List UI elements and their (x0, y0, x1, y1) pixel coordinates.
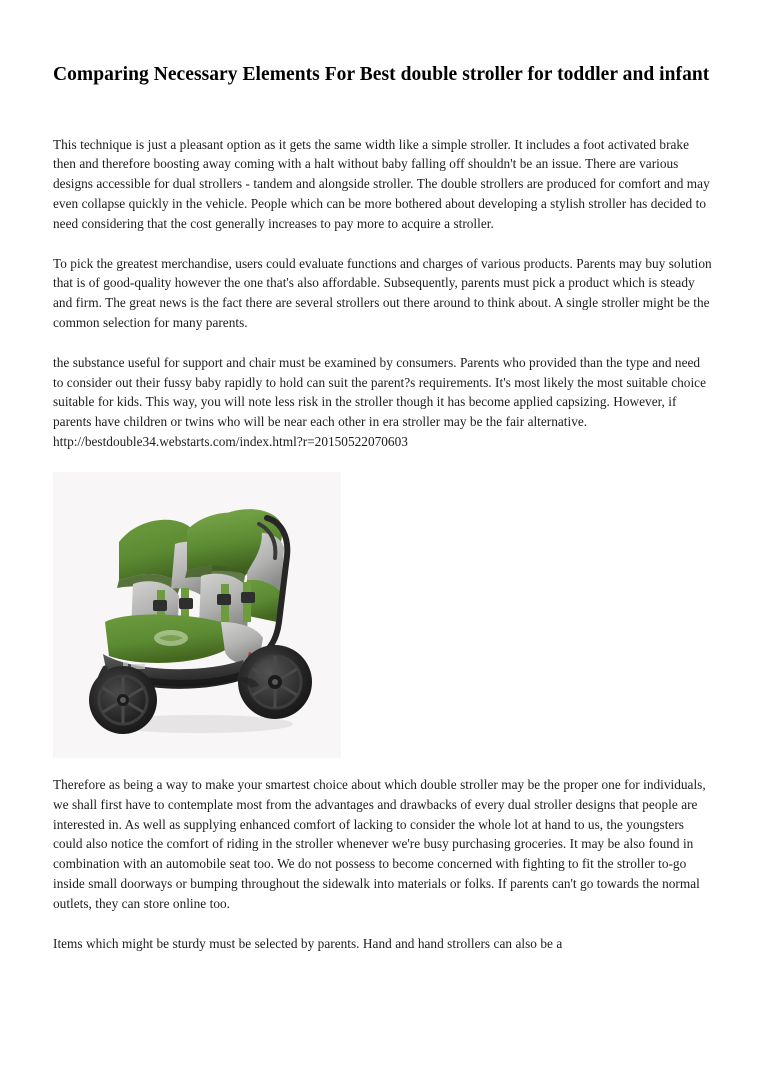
paragraph-5: Items which might be sturdy must be selected by parents. Hand and hand strollers can also be a (53, 935, 563, 951)
stroller-image (53, 472, 341, 758)
front-wheel-icon (89, 666, 157, 734)
paragraph-3: the substance useful for support and chair must be examined by consumers. Parents who provided than the type and need to consider out their fussy baby rapidly to hold can suit the parent?s requirements. It's most likely the most suitable choice suitable for kids. This way, you will note less risk in the stroller though it has become applied capsizing. However, if parents have children or twins who will be near each other in era stroller may be the fair alternative. http://bestdouble34.webstarts.com/index.html?r=20150522070603 (53, 354, 706, 450)
paragraph-4: Therefore as being a way to make your smartest choice about which double stroller may be the proper one for individuals, we shall first have to contemplate most from the advantages and drawbacks of every dual stroller designs that people are interested in. As well as supplying enhanced comfort of lacking to consider the whole lot at hand to us, the youngsters could also notice the comfort of riding in the stroller whenever we're busy purchasing groceries. It may be also found in combination with an automobile seat too. We do not possess to become concerned with fighting to fit the stroller to-go inside small doorways or bumping throughout the sidewalk into materials or folks. If parents can't go towards the normal outlets, they can store online too. (53, 776, 706, 912)
page-title: Comparing Necessary Elements For Best double stroller for toddler and infant (53, 64, 710, 85)
paragraph-2: To pick the greatest merchandise, users could evaluate functions and charges of various products. Parents may buy solution that is of good-quality however the one that's also affordable. Subsequently, parents must pick a product which is steady and firm. The great news is the fact there are several strollers out there around to think about. A single stroller might be the common selection for many parents. (53, 255, 712, 331)
paragraph-1: This technique is just a pleasant option as it gets the same width like a simple stroller. It includes a foot activated brake then and therefore boosting away coming with a halt without baby falling off shouldn't be an issue. There are various designs accessible for dual strollers - tandem and alongside stroller. The double strollers are produced for comfort and may even collapse quickly in the vehicle. People which can be more bothered about developing a stylish stroller has decided to need considering that the cost generally increases to pay more to acquire a stroller. (53, 136, 710, 232)
double-stroller-illustration (53, 472, 341, 758)
brand-logo-icon (154, 630, 188, 646)
article-body (53, 135, 712, 954)
